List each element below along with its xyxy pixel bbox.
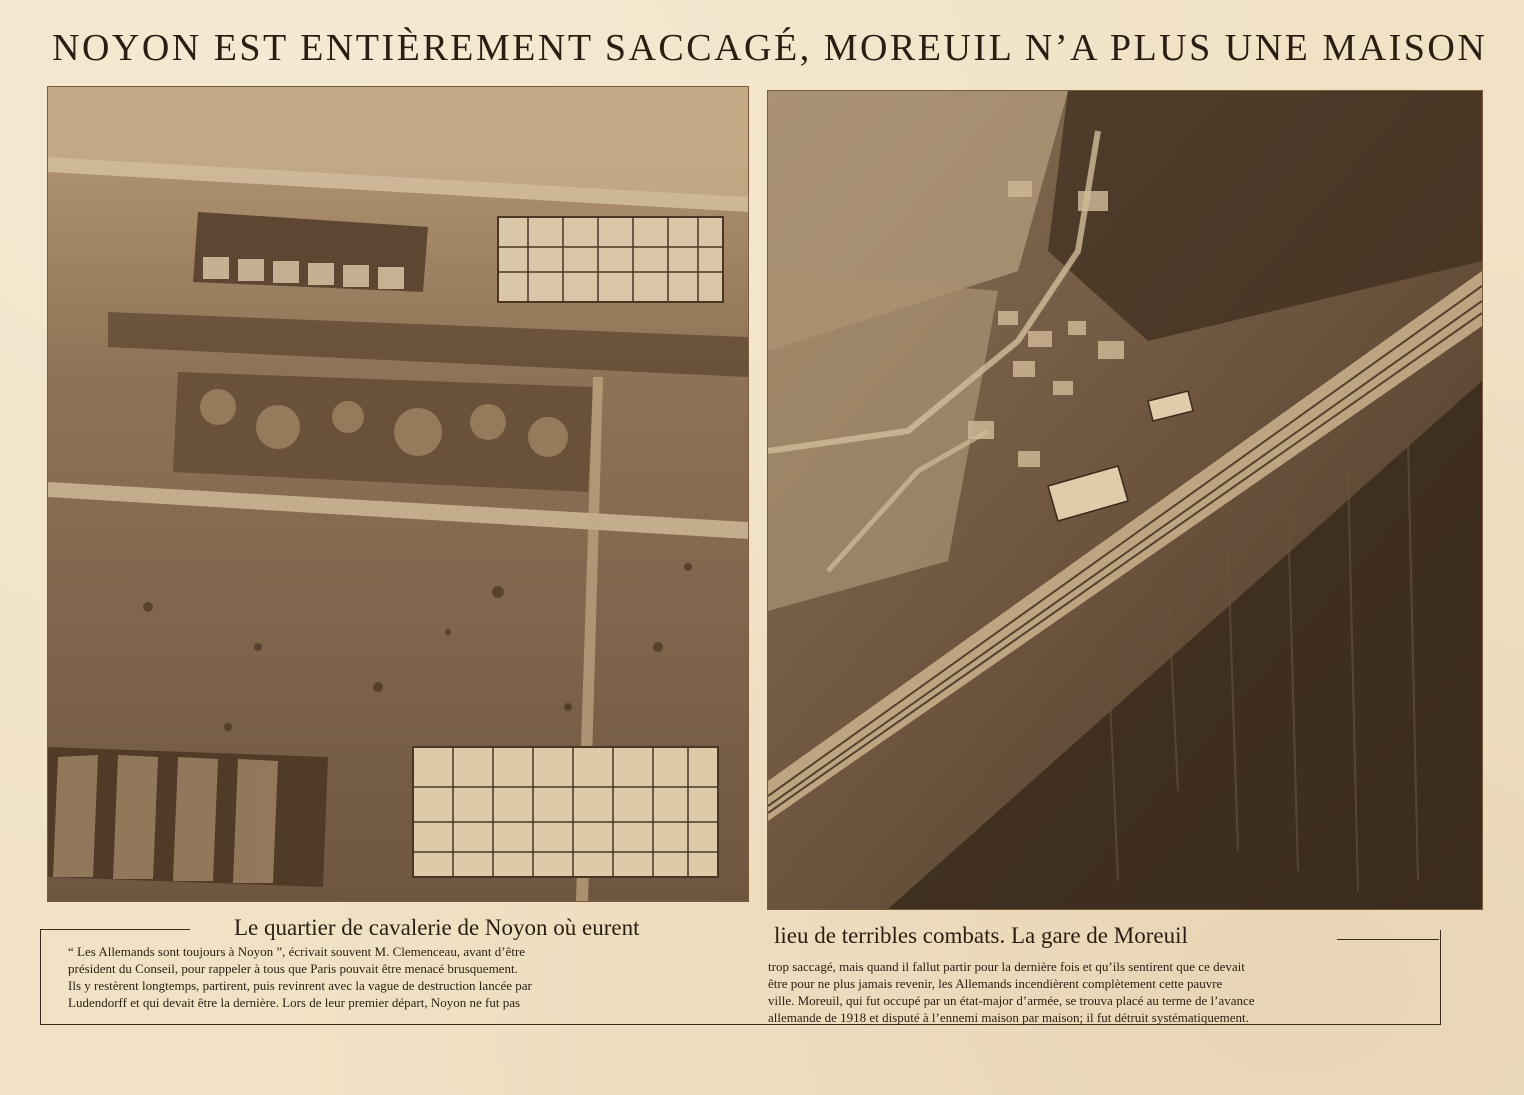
caption-line: Ils y restèrent longtemps, partirent, puis revinrent avec la vague de destruction lancée par [68,978,532,993]
caption-title-left: Le quartier de cavalerie de Noyon où eurent [234,915,640,940]
moreuil-photo-drawing [768,91,1482,909]
caption-line: allemande de 1918 et disputé à l’ennemi maison par maison; il fut détruit systématiquement. [768,1010,1249,1025]
noyon-barracks-bottom-left [48,747,328,887]
caption-title-right: lieu de terribles combats. La gare de Moreuil [774,923,1188,948]
caption-text-right-column [768,958,1440,1026]
noyon-building-upper-right [498,217,723,302]
caption-line: Ludendorff et qui devait être la dernière. Lors de leur premier départ, Noyon ne fut pas [68,995,521,1010]
page-headline: NOYON EST ENTIÈREMENT SACCAGÉ, MOREUIL N’A PLUS UNE MAISON [52,27,1488,69]
noyon-photo-drawing [48,87,748,901]
caption-line: être pour ne plus jamais revenir, les Allemands incendièrent complètement cette pauvre [768,976,1223,991]
noyon-building-bottom-right [413,747,718,877]
caption-text-left-column [68,943,758,1011]
aerial-photo-moreuil [767,90,1483,910]
caption-line: ville. Moreuil, qui fut occupé par un état-major d’armée, se trouva placé au terme de l’avance [768,993,1255,1008]
caption-line: “ Les Allemands sont toujours à Noyon ”, écrivait souvent M. Clemenceau, avant d’être [68,944,526,959]
caption-line: trop saccagé, mais quand il fallut partir pour la dernière fois et qu’ils sentirent que ce devait [768,959,1245,974]
caption-line: président du Conseil, pour rappeler à tous que Paris pouvait être menacé brusquement. [68,961,518,976]
aerial-photo-noyon [47,86,749,902]
